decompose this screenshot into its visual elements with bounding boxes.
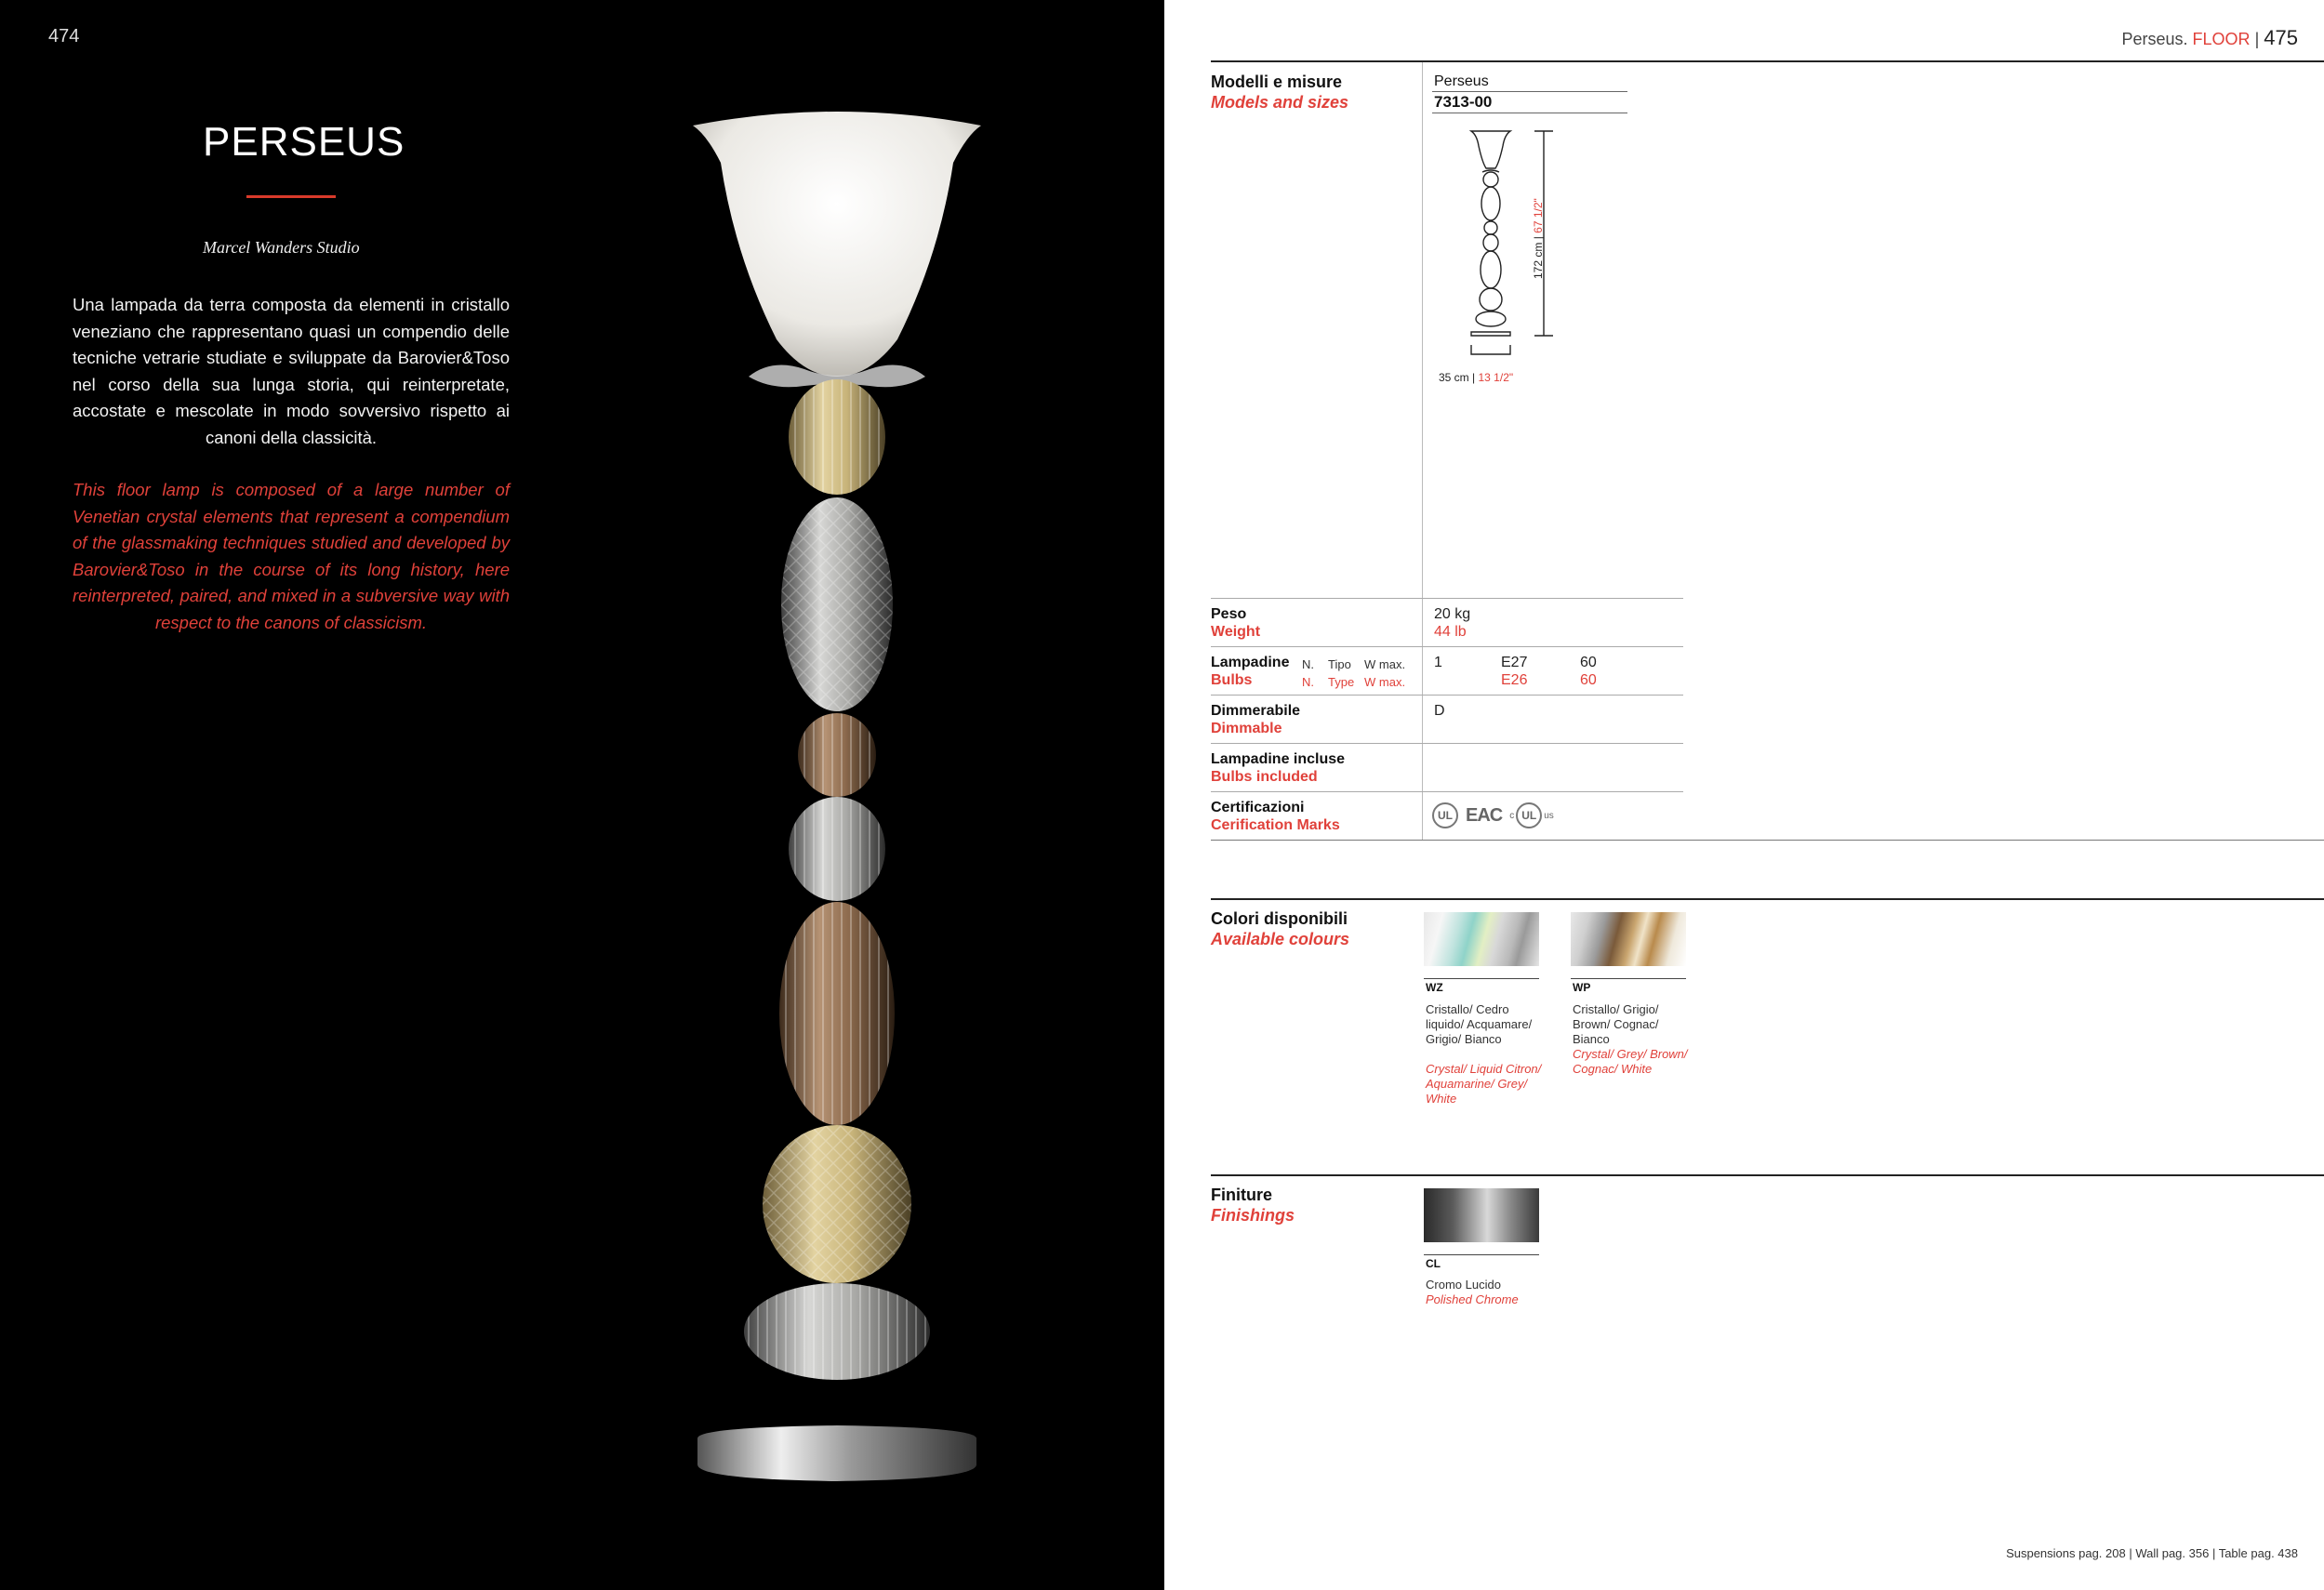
finishings-label-it: Finiture (1211, 1186, 1272, 1204)
width-sep: | (1472, 371, 1476, 384)
finishings-label-en: Finishings (1211, 1206, 1295, 1225)
certifications-label-en: Cerification Marks (1211, 817, 1340, 833)
swatch-rule (1424, 978, 1539, 979)
bulbs-type-eu: E27 (1501, 655, 1528, 670)
page-number-left: 474 (48, 26, 80, 46)
description-english: This floor lamp is composed of a large number of Venetian crystal elements that represent a compendium of the glassmaking techniques studied and developed by Barovier&Toso in the course of its long history, here reinterpreted, paired, and mixed in a subversive way with respect to the canons of classicism. (73, 480, 510, 632)
lamp-technical-drawing (1443, 126, 1564, 367)
row-divider (1211, 743, 1683, 744)
bulbs-included-label-en: Bulbs included (1211, 769, 1318, 785)
model-rule (1432, 91, 1627, 92)
bulbs-n-en: N. (1302, 675, 1314, 689)
height-cm: 172 cm (1532, 242, 1545, 279)
certification-marks (1432, 802, 1554, 829)
header-category: FLOOR (2192, 30, 2251, 48)
cul-c: c (1509, 810, 1515, 821)
cul-us: us (1544, 810, 1554, 821)
bulbs-label-en: Bulbs (1211, 672, 1253, 688)
row-divider (1211, 791, 1683, 792)
specs-bottom-rule (1211, 840, 2324, 841)
designer-name: Marcel Wanders Studio (203, 238, 360, 257)
colours-rule (1211, 898, 2324, 900)
width-in: 13 1/2" (1478, 371, 1514, 384)
bulbs-type-us: E26 (1501, 672, 1528, 688)
eac-mark-icon: EAC (1466, 804, 1503, 826)
bulbs-label-it: Lampadine (1211, 655, 1290, 670)
finishing-name-it: Cromo Lucido (1426, 1278, 1501, 1292)
column-divider (1422, 62, 1423, 840)
bulbs-wmax-en: W max. (1364, 675, 1406, 689)
row-divider (1211, 646, 1683, 647)
product-title: PERSEUS (203, 119, 405, 165)
swatch-cl (1424, 1188, 1539, 1242)
cul-ul: UL (1516, 802, 1542, 828)
top-rule (1211, 60, 2324, 62)
colour-code: WZ (1426, 981, 1443, 994)
ul-mark-icon: UL (1432, 802, 1458, 828)
lamp-photo (670, 107, 1004, 1488)
page-number-right: 475 (2264, 26, 2298, 49)
model-name: Perseus (1434, 73, 1489, 89)
height-in: 67 1/2" (1532, 198, 1545, 233)
certifications-label-it: Certificazioni (1211, 800, 1305, 815)
swatch-rule (1424, 1254, 1539, 1255)
model-code: 7313-00 (1434, 93, 1493, 111)
row-divider (1211, 695, 1683, 696)
weight-label-it: Peso (1211, 606, 1247, 622)
height-sep: | (1532, 236, 1545, 240)
bulbs-included-label-it: Lampadine incluse (1211, 751, 1346, 767)
finishing-code: CL (1426, 1257, 1441, 1270)
bulbs-type-it: Tipo (1328, 657, 1351, 671)
swatch-wp (1571, 912, 1686, 966)
header-product-name: Perseus. (2121, 30, 2188, 48)
weight-label-en: Weight (1211, 624, 1261, 640)
row-divider (1211, 598, 1683, 599)
weight-kg: 20 kg (1434, 606, 1471, 622)
bulbs-type-en: Type (1328, 675, 1355, 689)
bulbs-n-it: N. (1302, 657, 1314, 671)
bulbs-watt-us: 60 (1580, 672, 1597, 688)
bulbs-wmax-it: W max. (1364, 657, 1406, 671)
finishings-rule (1211, 1174, 2324, 1176)
header-separator: | (2254, 30, 2260, 48)
colour-code: WP (1573, 981, 1591, 994)
height-dimension (1532, 198, 1545, 279)
finishing-name-en: Polished Chrome (1426, 1292, 1519, 1306)
bulbs-count: 1 (1434, 655, 1442, 670)
page-header (2121, 26, 2298, 50)
cross-reference-footer: Suspensions pag. 208 | Wall pag. 356 | Table pag. 438 (2006, 1546, 2298, 1560)
colour-name-it: Cristallo/ Grigio/ Brown/ Cognac/ Bianco (1573, 1002, 1659, 1046)
colours-label-it: Colori disponibili (1211, 909, 1348, 928)
colour-name-en: Crystal/ Grey/ Brown/ Cognac/ White (1573, 1047, 1688, 1076)
dimmable-label-it: Dimmerabile (1211, 703, 1301, 719)
width-cm: 35 cm (1439, 371, 1469, 384)
colour-name-it: Cristallo/ Cedro liquido/ Acquamare/ Grigio/ Bianco (1426, 1002, 1533, 1046)
swatch-wz (1424, 912, 1539, 966)
right-page (1164, 0, 2324, 1590)
swatch-rule (1571, 978, 1686, 979)
description-italian: Una lampada da terra composta da elementi in cristallo veneziano che rappresentano quasi un compendio delle tecniche vetrarie studiate e sviluppate da Barovier&Toso nel corso della sua lunga storia, qui reinterpretate, accostate e mescolate in modo sovversivo rispetto ai canoni della classicità. (73, 295, 510, 447)
cul-us-mark-icon (1509, 802, 1554, 828)
colour-name-en: Crystal/ Liquid Citron/ Aquamarine/ Grey/ White (1426, 1062, 1542, 1106)
weight-lb: 44 lb (1434, 624, 1467, 640)
models-label-en: Models and sizes (1211, 93, 1349, 112)
dimmable-label-en: Dimmable (1211, 721, 1282, 736)
width-dimension (1439, 371, 1513, 384)
bulbs-watt-eu: 60 (1580, 655, 1597, 670)
title-underline (246, 195, 336, 198)
dimmable-value: D (1434, 703, 1445, 719)
colours-label-en: Available colours (1211, 930, 1350, 948)
models-label-it: Modelli e misure (1211, 73, 1343, 91)
